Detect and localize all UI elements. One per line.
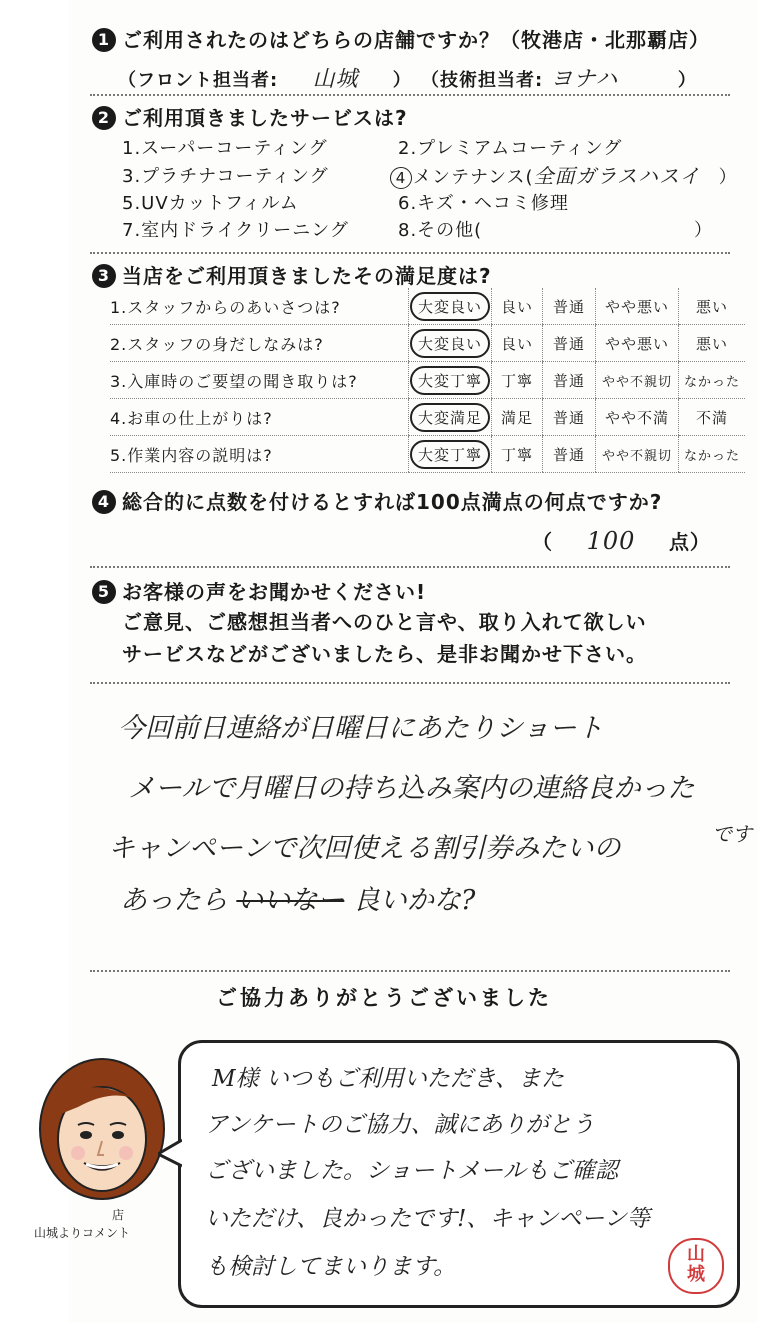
selected-circle: 大変丁寧 xyxy=(410,440,490,469)
option: やや悪い xyxy=(596,288,679,325)
question-number: 5 xyxy=(92,580,116,604)
option: 普通 xyxy=(543,399,596,436)
comment-text: あったら xyxy=(120,885,228,916)
divider xyxy=(90,566,730,568)
option-selected xyxy=(409,325,492,362)
question-text: 総合的に点数を付けるとすれば100点満点の何点ですか? xyxy=(122,490,663,514)
score-value: 100 xyxy=(586,527,636,555)
customer-comment-line: キャンペーンで次回使える割引券みたいの xyxy=(108,833,621,864)
front-staff-value: 山城 xyxy=(312,67,359,92)
option: やや不親切 xyxy=(596,362,679,399)
satisfaction-table xyxy=(110,288,745,473)
score-open: （ xyxy=(532,530,553,554)
staff-name-caption: 山城よりコメント xyxy=(34,1226,131,1240)
customer-comment-line: です xyxy=(712,822,752,846)
customer-comment-line: 今回前日連絡が日曜日にあたりショート xyxy=(118,713,604,744)
option-selected xyxy=(409,436,492,473)
option: 悪い xyxy=(679,288,746,325)
maintenance-note: 全面ガラスハスイ xyxy=(533,164,701,188)
row-label: 2.スタッフの身だしなみは? xyxy=(110,325,409,362)
seal-stamp xyxy=(668,1238,724,1294)
question-4 xyxy=(92,486,662,515)
option: 丁寧 xyxy=(492,362,543,399)
customer-comment-line xyxy=(120,878,475,917)
service-item-selected xyxy=(390,160,738,189)
store-caption: 店 xyxy=(112,1208,125,1222)
option: 満足 xyxy=(492,399,543,436)
service-label: メンテナンス( xyxy=(413,167,534,188)
selected-circle: 大変丁寧 xyxy=(410,366,490,395)
question-2 xyxy=(92,102,408,131)
reply-line: ございました。ショートメールもご確認 xyxy=(205,1158,618,1184)
option: なかった xyxy=(679,436,746,473)
service-item: 3.プラチナコーティング xyxy=(122,166,329,187)
option: 丁寧 xyxy=(492,436,543,473)
row-label: 4.お車の仕上がりは? xyxy=(110,399,409,436)
question-text: ご利用されたのはどちらの店舗ですか？（牧港店・北那覇店） xyxy=(122,28,710,52)
option: 普通 xyxy=(543,325,596,362)
reply-line: アンケートのご協力、誠にありがとう xyxy=(205,1112,595,1138)
option: 良い xyxy=(492,288,543,325)
question-number: 1 xyxy=(92,28,116,52)
table-row xyxy=(110,362,745,399)
question-number: 3 xyxy=(92,264,116,288)
question-number: 2 xyxy=(92,106,116,130)
option-selected xyxy=(409,399,492,436)
tech-staff-close: ） xyxy=(677,70,697,91)
service-close: ） xyxy=(694,220,713,241)
question-5-line-2: ご意見、ご感想担当者へのひと言や、取り入れて欲しい xyxy=(122,610,647,634)
service-close: ） xyxy=(718,167,738,188)
option: 悪い xyxy=(679,325,746,362)
table-row xyxy=(110,399,745,436)
option: 普通 xyxy=(543,436,596,473)
tech-staff-label: （技術担当者: xyxy=(421,70,544,91)
question-text: お客様の声をお聞かせください! xyxy=(122,580,427,604)
option: 不満 xyxy=(679,399,746,436)
row-label: 1.スタッフからのあいさつは? xyxy=(110,288,409,325)
question-5-line-3: サービスなどがございましたら、是非お聞かせ下さい。 xyxy=(122,642,647,666)
service-item: 1.スーパーコーティング xyxy=(122,138,328,159)
service-item: 7.室内ドライクリーニング xyxy=(122,220,349,241)
service-item: 5.UVカットフィルム xyxy=(122,193,299,214)
divider xyxy=(90,970,730,972)
option: やや不親切 xyxy=(596,436,679,473)
table-row xyxy=(110,325,745,362)
divider xyxy=(90,252,730,254)
front-staff-line xyxy=(118,62,697,93)
score-unit: 点） xyxy=(668,530,711,554)
selected-circle: 大変満足 xyxy=(410,403,490,432)
table-row xyxy=(110,436,745,473)
question-text: 当店をご利用頂きましたその満足度は? xyxy=(122,264,492,288)
question-3 xyxy=(92,260,492,289)
option: なかった xyxy=(679,362,746,399)
comment-text: 良いかな? xyxy=(352,885,476,916)
option-selected xyxy=(409,362,492,399)
selected-circle: 大変良い xyxy=(410,329,490,358)
question-text: ご利用頂きましたサービスは? xyxy=(122,106,408,130)
bubble-tail xyxy=(158,1138,182,1168)
reply-line: いただけ、良かったです!、キャンペーン等 xyxy=(205,1206,650,1232)
option-selected xyxy=(409,288,492,325)
row-label: 3.入庫時のご要望の聞き取りは? xyxy=(110,362,409,399)
question-5 xyxy=(92,576,426,605)
question-number: 4 xyxy=(92,490,116,514)
staff-avatar xyxy=(38,1055,166,1205)
tech-staff-value: ヨナハ xyxy=(550,67,619,92)
reply-line: も検討してまいります。 xyxy=(205,1254,457,1280)
option: 普通 xyxy=(543,362,596,399)
customer-comment-line: メールで月曜日の持ち込み案内の連絡良かった xyxy=(128,773,695,804)
question-1 xyxy=(92,24,710,53)
option: やや悪い xyxy=(596,325,679,362)
option: やや不満 xyxy=(596,399,679,436)
service-item: 6.キズ・ヘコミ修理 xyxy=(398,193,569,214)
selected-circle: 大変良い xyxy=(410,292,490,321)
divider xyxy=(90,94,730,96)
score-line xyxy=(532,526,711,555)
thanks-heading: ご協力ありがとうございました xyxy=(216,986,552,1010)
stamp-char: 城 xyxy=(687,1264,705,1285)
divider xyxy=(90,682,730,684)
row-label: 5.作業内容の説明は? xyxy=(110,436,409,473)
front-staff-label: （フロント担当者: xyxy=(118,70,279,91)
reply-line: M様 いつもご利用いただき、また xyxy=(212,1066,564,1092)
option: 良い xyxy=(492,325,543,362)
option: 普通 xyxy=(543,288,596,325)
struck-text: いいなー xyxy=(236,885,345,916)
selected-circle: 4 xyxy=(390,167,412,189)
table-row xyxy=(110,288,745,325)
stamp-char: 山 xyxy=(687,1244,705,1265)
front-staff-close: ） xyxy=(392,70,412,91)
service-item: 2.プレミアムコーティング xyxy=(398,138,623,159)
service-item: 8.その他( xyxy=(398,220,483,241)
